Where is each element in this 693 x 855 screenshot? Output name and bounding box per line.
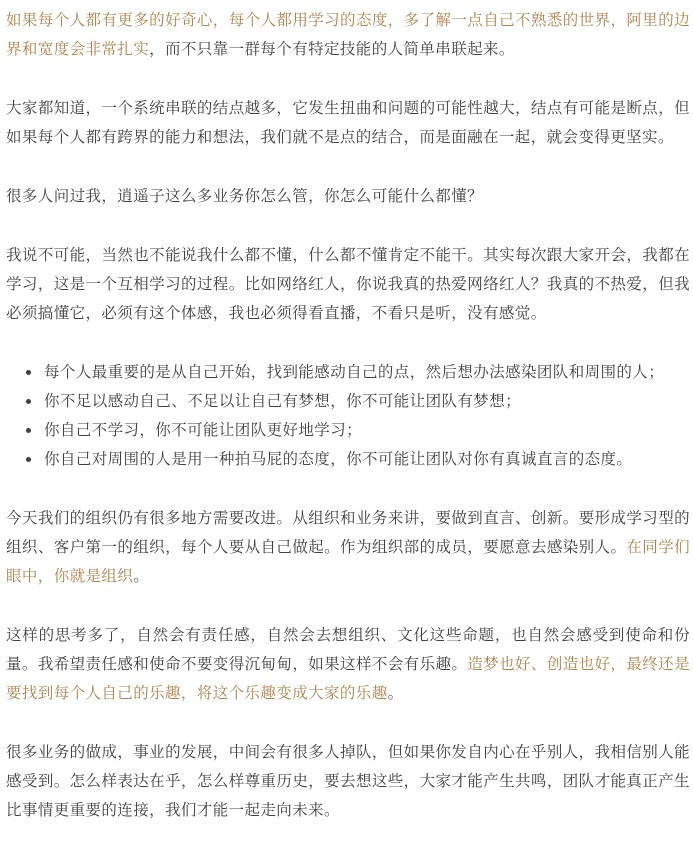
text-segment-highlight: 阿里的边界和宽度会非常扎实 bbox=[6, 11, 690, 58]
paragraph-6 bbox=[6, 621, 690, 708]
bullet-dot-icon bbox=[26, 370, 31, 375]
bullet-list bbox=[6, 358, 690, 474]
text-segment: 这样的思考多了，自然会有责任感，自然会去想组织、文化这些命题，也自然会感受到使命和份量。我希望责任感和使命不要变得沉甸甸，如果这样不会有乐趣。 bbox=[6, 626, 690, 673]
list-item bbox=[26, 416, 690, 445]
text-segment: 很多人问过我，逍遥子这么多业务你怎么管，你怎么可能什么都懂？ bbox=[6, 187, 484, 205]
text-segment: 今天我们的组织仍有很多地方需要改进。从组织和业务来讲，要做到直言、创新。要形成学习型的组织、客户第一的组织，每个人要从自己做起。作为组织部的成员，要愿意去感染别人。 bbox=[6, 509, 690, 556]
text-segment: 。 bbox=[387, 684, 404, 702]
text-segment-highlight: 如果每个人都有更多的好奇心，每个人都用学习的态度，多了解一点自己不熟悉的世界， bbox=[6, 11, 627, 29]
article-body bbox=[6, 6, 690, 855]
list-item bbox=[26, 387, 690, 416]
text-segment: 我说不可能，当然也不能说我什么都不懂，什么都不懂肯定不能干。其实每次跟大家开会，我都在学习，这是一个互相学习的过程。比如网络红人，你说我真的热爱网络红人？我真的不热爱，但我必须搞懂它，必须有这个体感，我也必须得看直播，不看只是听，没有感觉。 bbox=[6, 246, 690, 322]
list-item-text: 你不足以感动自己、不足以让自己有梦想，你不可能让团队有梦想； bbox=[44, 392, 522, 410]
bullet-dot-icon bbox=[26, 457, 31, 462]
paragraph-3 bbox=[6, 182, 690, 211]
paragraph-7 bbox=[6, 738, 690, 825]
text-segment-highlight: 造梦也好、创造也好，最终还是要找到每个人自己的乐趣，将这个乐趣变成大家的乐趣 bbox=[6, 655, 690, 702]
list-item-text: 每个人最重要的是从自己开始，找到能感动自己的点，然后想办法感染团队和周围的人； bbox=[44, 363, 665, 381]
paragraph-4 bbox=[6, 241, 690, 328]
text-segment: 大家都知道，一个系统串联的结点越多，它发生扭曲和问题的可能性越大，结点有可能是断点，但如果每个人都有跨界的能力和想法，我们就不是点的结合，而是面融在一起，就会变得更坚实。 bbox=[6, 99, 690, 146]
paragraph-5 bbox=[6, 504, 690, 591]
list-item bbox=[26, 445, 690, 474]
text-segment: 很多业务的做成，事业的发展，中间会有很多人掉队，但如果你发自内心在乎别人，我相信别人能感受到。怎么样表达在乎，怎么样尊重历史，要去想这些，大家才能产生共鸣，团队才能真正产生比事情更重要的连接，我们才能一起走向未来。 bbox=[6, 743, 690, 819]
text-segment: ，而不只靠一群每个有特定技能的人简单串联起来。 bbox=[149, 40, 515, 58]
list-item-text: 你自己不学习，你不可能让团队更好地学习； bbox=[44, 421, 363, 439]
list-item bbox=[26, 358, 690, 387]
text-segment-highlight: 在同学们眼中，你就是组织 bbox=[6, 538, 690, 585]
paragraph-1 bbox=[6, 6, 690, 64]
bullet-dot-icon bbox=[26, 399, 31, 404]
bullet-dot-icon bbox=[26, 428, 31, 433]
paragraph-2 bbox=[6, 94, 690, 152]
text-segment: 。 bbox=[133, 567, 150, 585]
list-item-text: 你自己对周围的人是用一种拍马屁的态度，你不可能让团队对你有真诚直言的态度。 bbox=[44, 450, 633, 468]
